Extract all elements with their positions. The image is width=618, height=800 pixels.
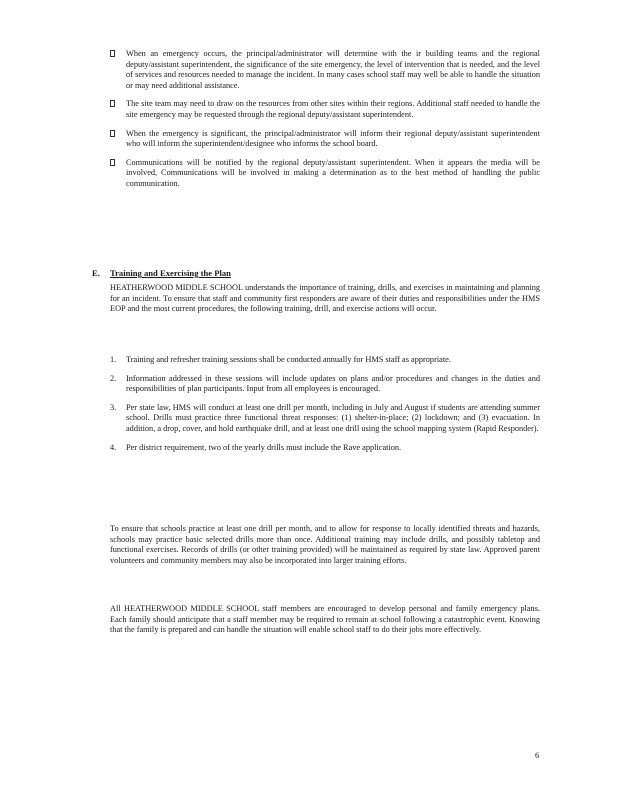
list-number: 2. [110, 373, 117, 383]
checkbox-bullet-icon [110, 100, 115, 107]
bullet-item [110, 99, 540, 120]
list-text: Training and refresher training sessions shall be conducted annually for HMS staff as appropriate. [126, 355, 451, 364]
bullet-item [110, 49, 540, 91]
list-item [110, 374, 540, 395]
bullet-list [110, 49, 540, 198]
list-text: Per district requirement, two of the yearly drills must include the Rave application. [126, 442, 402, 452]
page-number: 6 [535, 750, 540, 760]
section-letter: E. [92, 268, 100, 278]
bullet-text: When the emergency is significant, the principal/administrator will inform their regional deputy/assistant superintendent who will inform the superintendent/designee who informs the school board. [126, 128, 540, 149]
checkbox-bullet-icon [110, 50, 115, 57]
section-heading [92, 268, 231, 279]
checkbox-bullet-icon [110, 130, 115, 137]
bullet-item [110, 129, 540, 150]
list-number: 3. [110, 402, 117, 412]
drills-paragraph: To ensure that schools practice at least one drill per month, and to allow for response to locally identified threats and hazards, schools may practice basic selected drills more than once. Additional training may include drills, and possibly tabletop and functional exercises. Records of drills (or other training provided) will be maintained as required by state law. Approved parent volunteers and community members may also be incorporated into larger training efforts. [110, 524, 540, 565]
bullet-item [110, 158, 540, 190]
family-plans-paragraph: All HEATHERWOOD MIDDLE SCHOOL staff members are encouraged to develop personal and family emergency plans. Each family should anticipate that a staff member may be required to remain at school following a catastrophic event. Knowing that the family is prepared and can handle the situation will enable school staff to do their jobs more effectively. [110, 604, 540, 635]
list-item [110, 443, 540, 454]
list-item [110, 355, 540, 366]
checkbox-bullet-icon [110, 159, 115, 166]
bullet-text: When an emergency occurs, the principal/administrator will determine with the ir building teams and the regional deputy/assistant superintendent, the significance of the site emergency, the level of intervention that is needed, and the level of services and resources needed to manage the incident. In many cases school staff may well be able to handle the situation or may need additional assistance. [126, 49, 540, 90]
bullet-text: Communications will be notified by the regional deputy/assistant superintendent. When it appears the media will be involved, Communications will be involved in making a determination as to the best method of handling the public communication. [126, 157, 540, 188]
list-text: Information addressed in these sessions will include updates on plans and/or procedures and changes in the duties and responsibilities of plan participants. Input from all employees is encouraged. [126, 373, 540, 394]
list-text: Per state law, HMS will conduct at least one drill per month, including in July and August if students are attending summer school. Drills must practice three functional threat responses: (1) shelter-in-place; (2) lockdown; and (3) evacuation. In addition, a drop, cover, and hold earthquake drill, and at least one drill using the school mapping system (Rapid Responder). [126, 402, 540, 433]
list-item [110, 403, 540, 435]
list-number: 4. [110, 442, 117, 452]
intro-paragraph: HEATHERWOOD MIDDLE SCHOOL understands the importance of training, drills, and exercises in maintaining and planning for an incident. To ensure that staff and community first responders are aware of their duties and responsibilities under the HMS EOP and the most current procedures, the following training, drill, and exercise actions will occur. [110, 283, 540, 314]
numbered-list [110, 355, 540, 461]
list-number: 1. [110, 355, 117, 364]
bullet-text: The site team may need to draw on the resources from other sites within their regions. Additional staff needed to handle the site emergency may be requested through the regional deputy/assistant superintendent. [126, 99, 540, 119]
section-title: Training and Exercising the Plan [110, 268, 231, 278]
